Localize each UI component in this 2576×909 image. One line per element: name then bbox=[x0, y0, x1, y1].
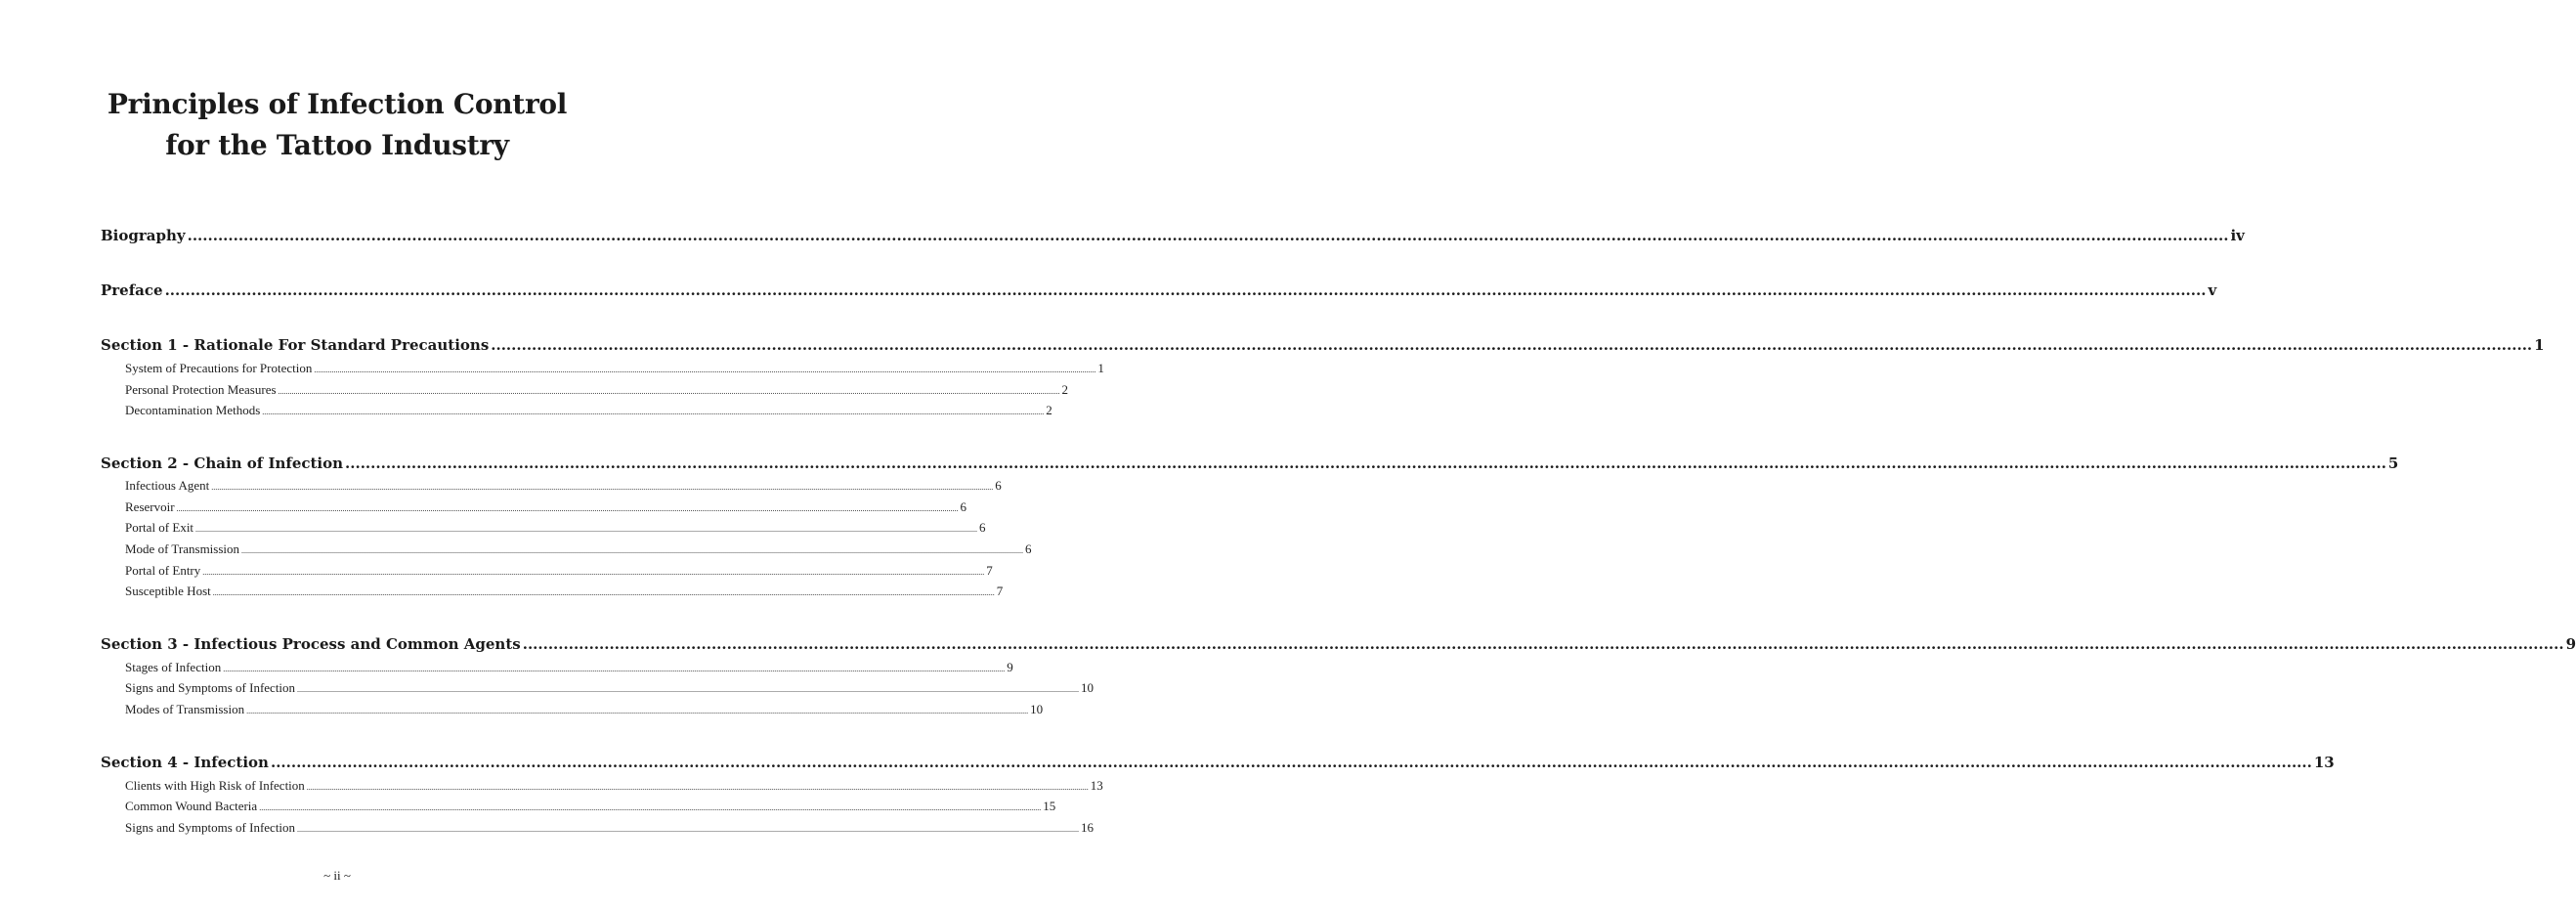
toc-subentry-label: Reservoir bbox=[125, 499, 175, 514]
toc-subentry[interactable] bbox=[125, 541, 1032, 557]
toc-subentry-label: Susceptible Host bbox=[125, 584, 211, 598]
toc-entry-label: Section 1 - Rationale For Standard Precautions bbox=[101, 336, 490, 354]
toc-entry-section-1[interactable] bbox=[101, 336, 2545, 354]
toc-leader-dots: ................................................................................................................................................................................................................................................................................................................................................................................................................ bbox=[297, 685, 1080, 694]
toc-entry-page: 1 bbox=[2534, 336, 2545, 354]
toc-subentry-label: Signs and Symptoms of Infection bbox=[125, 680, 296, 695]
toc-subentry-page: 2 bbox=[1046, 403, 1052, 417]
toc-subentry-label: Stages of Infection bbox=[125, 660, 222, 674]
toc-subentry-label: Clients with High Risk of Infection bbox=[125, 778, 305, 793]
toc-leader-dots: ................................................................................................................................................................................................................................................................................................................................................................................................................ bbox=[297, 825, 1080, 834]
toc-subentry-page: 16 bbox=[1081, 820, 1095, 835]
toc-leader-dots: ................................................................................................................................................................................................................................................................................................................................................................................................................ bbox=[270, 754, 2312, 771]
toc-subentry[interactable] bbox=[125, 478, 1002, 494]
toc-entry-page: 9 bbox=[2565, 635, 2576, 653]
toc-subentry-page: 15 bbox=[1043, 799, 1056, 813]
toc-subentry-page: 10 bbox=[1081, 680, 1095, 695]
toc-leader-dots: ................................................................................................................................................................................................................................................................................................................................................................................................................ bbox=[246, 707, 1029, 715]
toc-leader-dots: ................................................................................................................................................................................................................................................................................................................................................................................................................ bbox=[262, 408, 1045, 416]
toc-subentry[interactable] bbox=[125, 563, 993, 579]
toc-subentry-page: 6 bbox=[960, 499, 967, 514]
toc-entry-biography[interactable] bbox=[101, 227, 2245, 244]
toc-subentry[interactable] bbox=[125, 820, 1095, 836]
toc-subentry-label: Decontamination Methods bbox=[125, 403, 261, 417]
toc-entry-label: Preface bbox=[101, 281, 163, 299]
toc-leader-dots: ................................................................................................................................................................................................................................................................................................................................................................................................................ bbox=[278, 387, 1060, 396]
toc-leader-dots: ................................................................................................................................................................................................................................................................................................................................................................................................................ bbox=[195, 525, 978, 534]
toc-subentry[interactable] bbox=[125, 660, 1013, 675]
toc-subentry[interactable] bbox=[125, 499, 967, 515]
toc-entry-page: v bbox=[2208, 281, 2217, 299]
title-line-1: Principles of Infection Control bbox=[107, 88, 568, 120]
toc-subentry-label: Common Wound Bacteria bbox=[125, 799, 258, 813]
toc-subentry[interactable] bbox=[125, 702, 1044, 717]
toc-subentry-label: Personal Protection Measures bbox=[125, 382, 277, 397]
toc-subentry-label: Modes of Transmission bbox=[125, 702, 245, 716]
toc-entry-page: 13 bbox=[2313, 754, 2335, 771]
toc-entry-section-3[interactable] bbox=[101, 635, 2576, 653]
toc-leader-dots: ................................................................................................................................................................................................................................................................................................................................................................................................................ bbox=[241, 546, 1024, 555]
toc-subentry-page: 6 bbox=[995, 478, 1002, 493]
toc-subentry-label: Mode of Transmission bbox=[125, 541, 240, 556]
toc-subentry-page: 13 bbox=[1090, 778, 1103, 793]
toc-leader-dots: ................................................................................................................................................................................................................................................................................................................................................................................................................ bbox=[522, 635, 2564, 653]
toc-subentry-page: 1 bbox=[1097, 361, 1104, 375]
toc-leader-dots: ................................................................................................................................................................................................................................................................................................................................................................................................................ bbox=[306, 783, 1089, 792]
toc-subentry[interactable] bbox=[125, 680, 1095, 696]
toc-subentry-page: 9 bbox=[1007, 660, 1013, 674]
toc-subentry[interactable] bbox=[125, 520, 986, 536]
toc-leader-dots: ................................................................................................................................................................................................................................................................................................................................................................................................................ bbox=[176, 504, 959, 513]
toc-leader-dots: ................................................................................................................................................................................................................................................................................................................................................................................................................ bbox=[223, 665, 1006, 673]
toc-entry-label: Biography bbox=[101, 227, 186, 244]
toc-subentry-page: 10 bbox=[1030, 702, 1044, 716]
toc-leader-dots: ................................................................................................................................................................................................................................................................................................................................................................................................................ bbox=[491, 336, 2533, 354]
toc-entry-label: Section 3 - Infectious Process and Common Agents bbox=[101, 635, 521, 653]
page-number: ~ ii ~ bbox=[323, 868, 351, 883]
toc-subentry-label: Signs and Symptoms of Infection bbox=[125, 820, 296, 835]
toc-entry-section-2[interactable] bbox=[101, 454, 2399, 472]
toc-entry-label: Section 2 - Chain of Infection bbox=[101, 454, 344, 472]
toc-subentry-page: 6 bbox=[979, 520, 986, 535]
toc-leader-dots: ................................................................................................................................................................................................................................................................................................................................................................................................................ bbox=[164, 281, 2207, 299]
toc-leader-dots: ................................................................................................................................................................................................................................................................................................................................................................................................................ bbox=[187, 227, 2229, 244]
toc-leader-dots: ................................................................................................................................................................................................................................................................................................................................................................................................................ bbox=[345, 454, 2386, 472]
toc-subentry-page: 6 bbox=[1025, 541, 1032, 556]
toc-leader-dots: ................................................................................................................................................................................................................................................................................................................................................................................................................ bbox=[212, 588, 995, 597]
toc-subentry-page: 2 bbox=[1061, 382, 1069, 397]
toc-subentry[interactable] bbox=[125, 403, 1052, 418]
toc-subentry-label: Portal of Entry bbox=[125, 563, 201, 578]
toc-subentry-page: 7 bbox=[996, 584, 1004, 598]
toc-entry-label: Section 4 - Infection bbox=[101, 754, 269, 771]
toc-entry-section-4[interactable] bbox=[101, 754, 2335, 771]
document-title bbox=[0, 84, 674, 166]
toc-entry-preface[interactable] bbox=[101, 281, 2217, 299]
toc-leader-dots: ................................................................................................................................................................................................................................................................................................................................................................................................................ bbox=[314, 366, 1096, 374]
toc-leader-dots: ................................................................................................................................................................................................................................................................................................................................................................................................................ bbox=[202, 568, 985, 577]
toc-subentry[interactable] bbox=[125, 799, 1056, 814]
toc-subentry[interactable] bbox=[125, 382, 1069, 398]
toc-subentry[interactable] bbox=[125, 778, 1103, 794]
toc-leader-dots: ................................................................................................................................................................................................................................................................................................................................................................................................................ bbox=[211, 483, 994, 492]
toc-subentry[interactable] bbox=[125, 584, 1004, 599]
toc-entry-page: 5 bbox=[2387, 454, 2399, 472]
toc-entry-page: iv bbox=[2230, 227, 2245, 244]
toc-subentry-page: 7 bbox=[986, 563, 993, 578]
toc-subentry-label: Infectious Agent bbox=[125, 478, 210, 493]
toc-leader-dots: ................................................................................................................................................................................................................................................................................................................................................................................................................ bbox=[259, 803, 1042, 812]
toc-subentry-label: Portal of Exit bbox=[125, 520, 194, 535]
toc-subentry-label: System of Precautions for Protection bbox=[125, 361, 313, 375]
toc-subentry[interactable] bbox=[125, 361, 1104, 376]
title-line-2: for the Tattoo Industry bbox=[165, 129, 509, 161]
